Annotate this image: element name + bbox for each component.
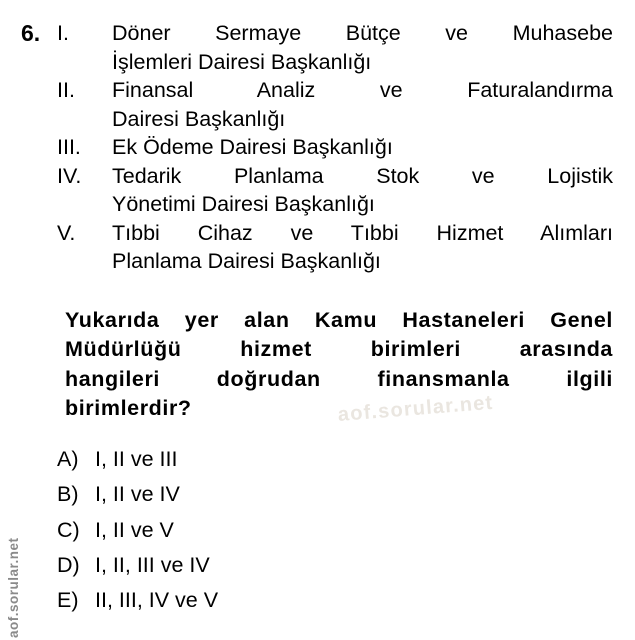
list-item-1-text-line-1: Döner Sermaye Bütçe ve Muhasebe [112,21,613,45]
list-item-4-text-line-2: Yönetimi Dairesi Başkanlığı [112,192,375,216]
option-c [57,518,457,553]
option-d [57,553,457,588]
stem-line-3: hangileri doğrudan finansmanla ilgili [65,366,613,391]
stem-line-1: Yukarıda yer alan Kamu Hastaneleri Genel [65,308,613,332]
list-item-5-numeral: V. [57,220,76,245]
stem-line-2: Müdürlüğü hizmet birimleri arasında [65,337,613,362]
option-e-letter: E) [57,588,79,613]
option-a-text: I, II ve III [95,447,178,471]
list-item-2-text-line-2: Dairesi Başkanlığı [112,106,286,131]
question-number: 6. [21,20,41,46]
roman-numeral-list [57,19,613,276]
list-item-2-text-line-1: Finansal Analiz ve Faturalandırma [112,78,613,102]
option-d-text: I, II, III ve IV [95,552,210,577]
option-e [57,588,457,623]
list-item-3 [57,133,613,162]
option-b [57,482,457,517]
answer-options [57,447,457,623]
option-c-text: I, II ve V [95,517,174,542]
list-item-2-numeral: II. [57,78,75,102]
list-item-5-text-line-1: Tıbbi Cihaz ve Tıbbi Hizmet Alımları [112,220,613,245]
stem-line-4: birimlerdir? [65,395,192,420]
option-d-letter: D) [57,552,80,577]
watermark-center: aof.sorular.net [337,391,495,426]
list-item-1 [57,19,613,76]
watermark-left-vertical: aof.sorular.net [6,537,21,638]
list-item-2 [57,76,613,133]
option-a [57,447,457,482]
list-item-4 [57,162,613,219]
list-item-5-text-line-2: Planlama Dairesi Başkanlığı [112,249,381,273]
option-b-letter: B) [57,482,79,507]
option-e-text: II, III, IV ve V [95,588,219,613]
list-item-4-numeral: IV. [57,163,82,188]
list-item-3-numeral: III. [57,135,81,159]
list-item-4-text-line-1: Tedarik Planlama Stok ve Lojistik [112,163,613,188]
list-item-1-text-line-2: İşlemleri Dairesi Başkanlığı [112,49,372,74]
list-item-3-text-line-1: Ek Ödeme Dairesi Başkanlığı [112,135,393,159]
option-c-letter: C) [57,517,80,542]
list-item-1-numeral: I. [57,21,69,45]
list-item-5 [57,219,613,276]
option-a-letter: A) [57,447,79,471]
option-b-text: I, II ve IV [95,482,180,507]
